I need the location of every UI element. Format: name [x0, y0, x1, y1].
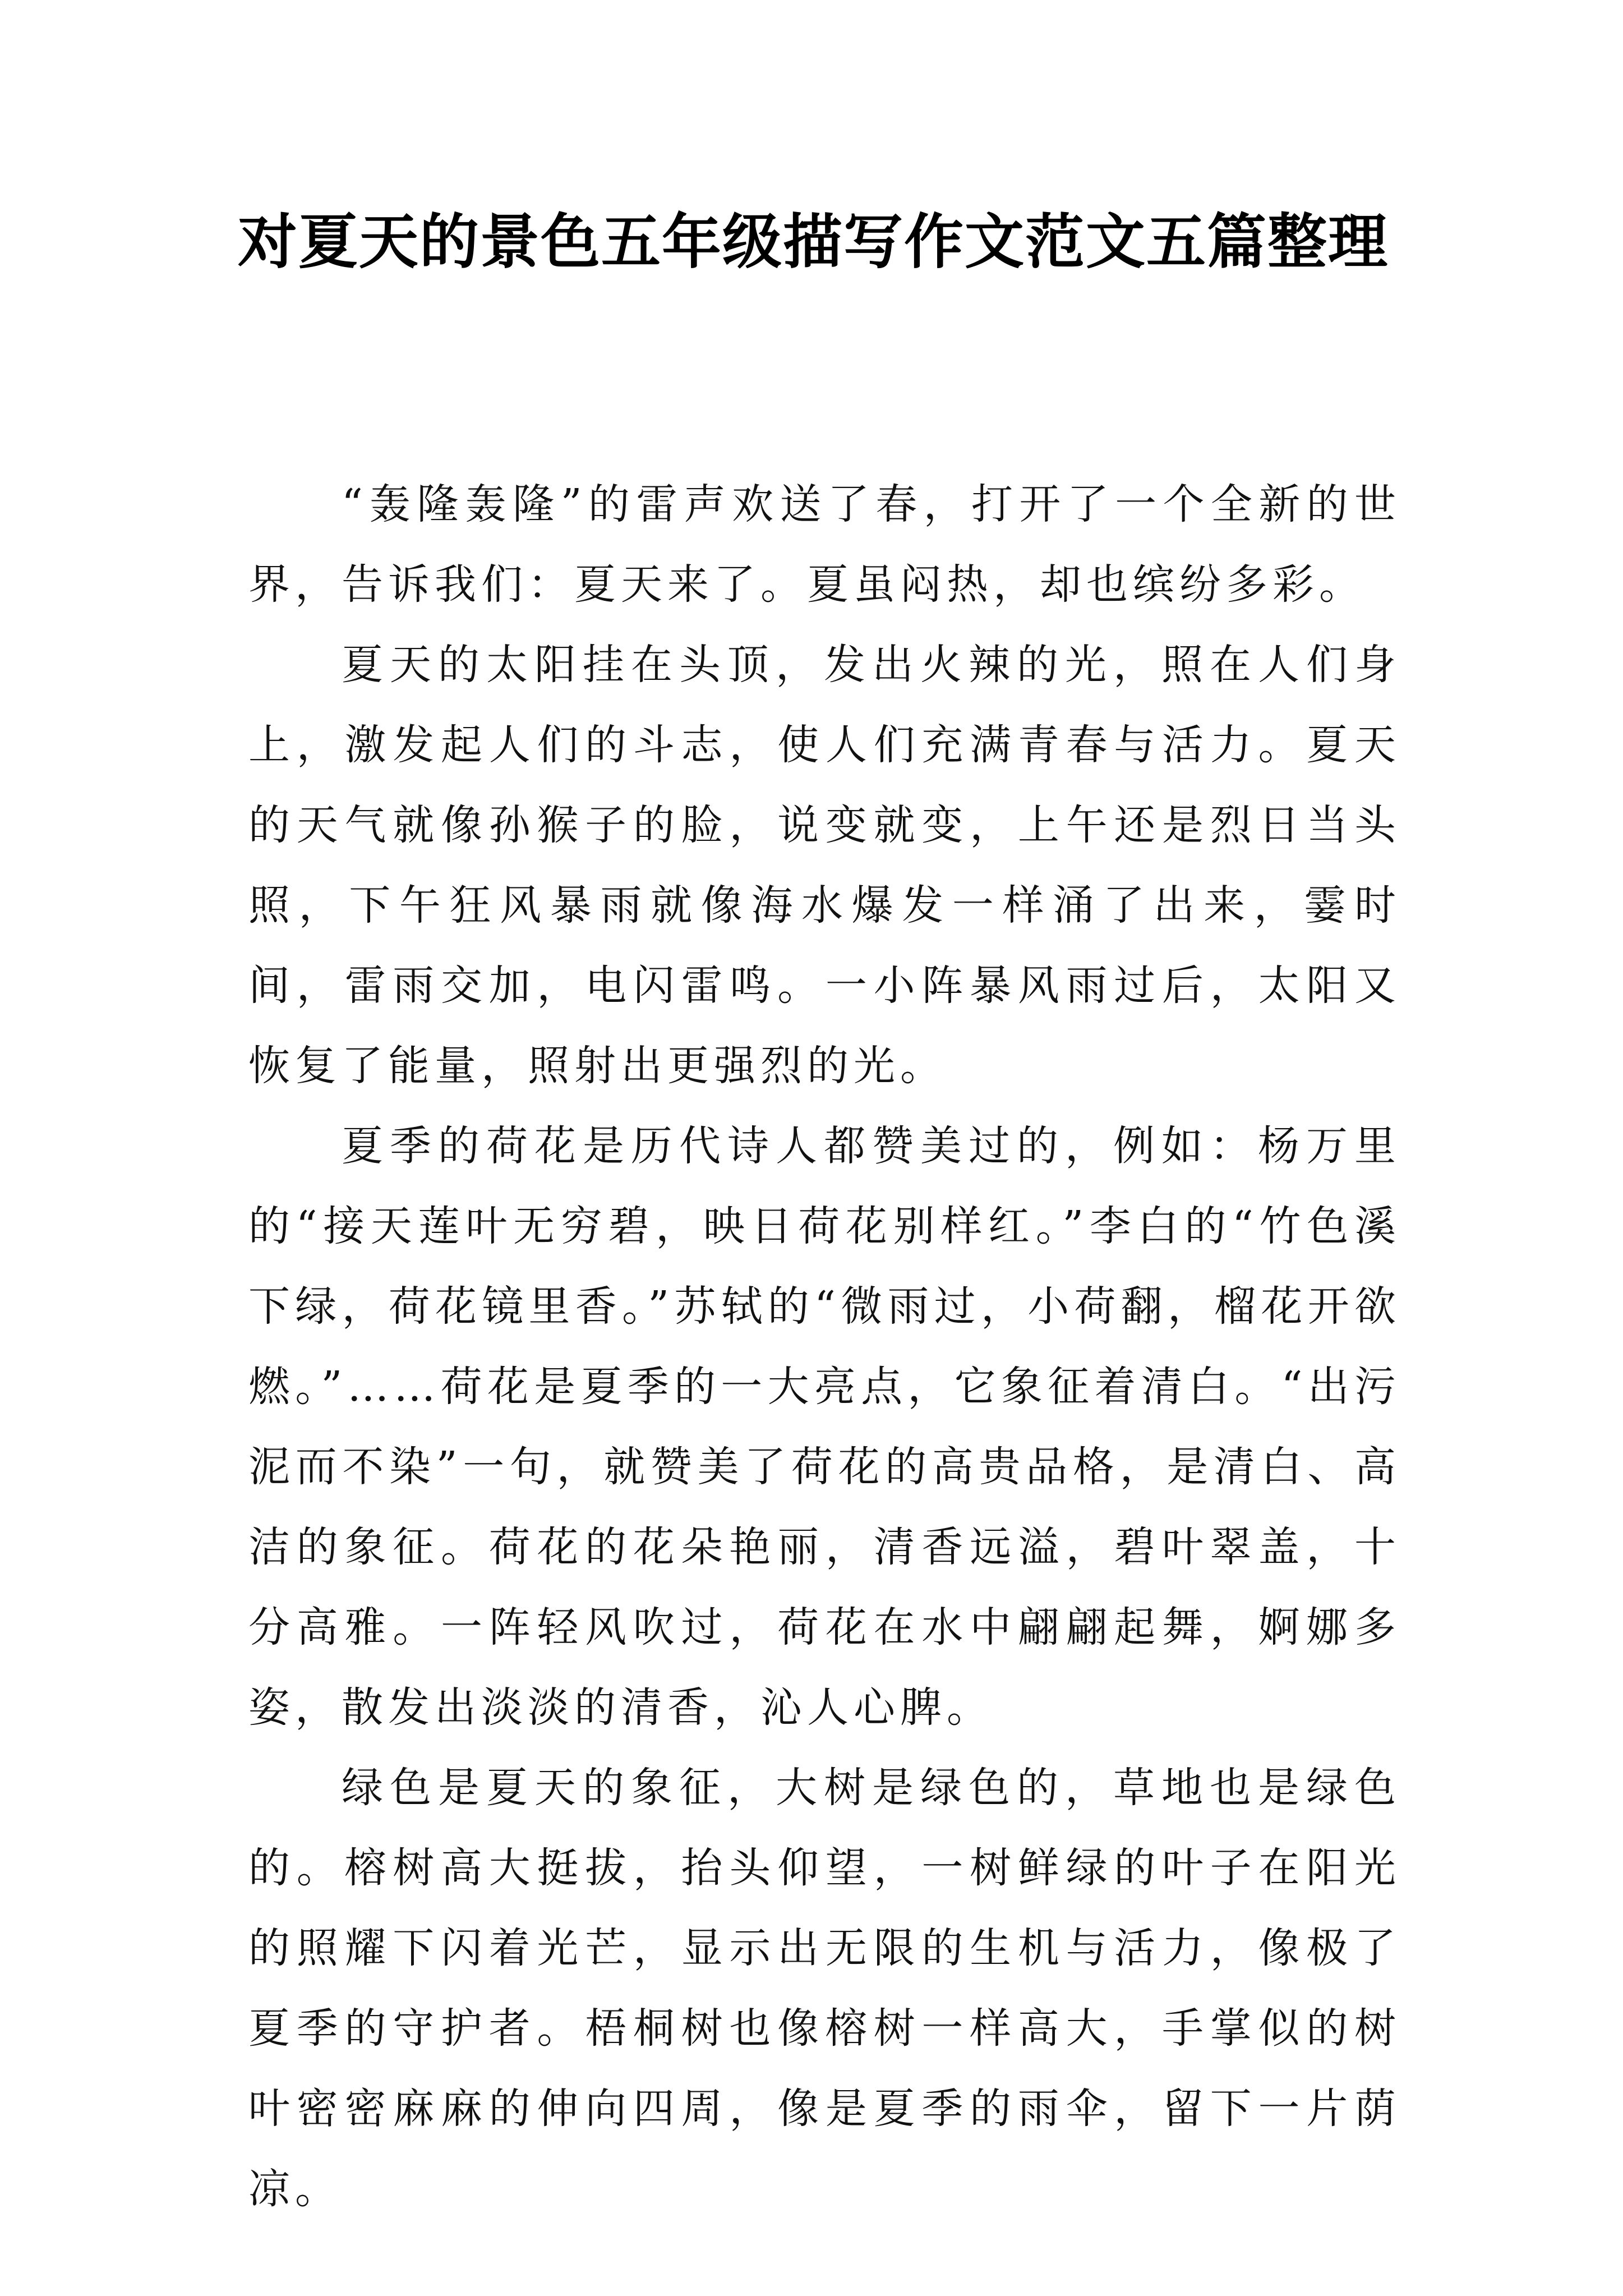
document-body	[248, 464, 1401, 2229]
paragraph-lotus: 夏季的荷花是历代诗人都赞美过的，例如：杨万里的“接天莲叶无穷碧，映日荷花别样红。”李白的“竹色溪下绿，荷花镜里香。”苏轼的“微雨过，小荷翻，榴花开欲燃。”……荷花是夏季的一大亮点，它象征着清白。“出污泥而不染”一句，就赞美了荷花的高贵品格，是清白、高洁的象征。荷花的花朵艳丽，清香远溢，碧叶翠盖，十分高雅。一阵轻风吹过，荷花在水中翩翩起舞，婀娜多姿，散发出淡淡的清香，沁人心脾。	[248, 1122, 1401, 1732]
paragraph-green-trees: 绿色是夏天的象征，大树是绿色的，草地也是绿色的。榕树高大挺拔，抬头仰望，一树鲜绿的叶子在阳光的照耀下闪着光芒，显示出无限的生机与活力，像极了夏季的守护者。梧桐树也像榕树一样高大，手掌似的树叶密密麻麻的伸向四周，像是夏季的雨伞，留下一片荫凉。	[248, 1764, 1401, 2213]
paragraph-summer-sun-weather: 夏天的太阳挂在头顶，发出火辣的光，照在人们身上，激发起人们的斗志，使人们充满青春与活力。夏天的天气就像孙猴子的脸，说变就变，上午还是烈日当头照，下午狂风暴雨就像海水爆发一样涌了出来，霎时间，雷雨交加，电闪雷鸣。一小阵暴风雨过后，太阳又恢复了能量，照射出更强烈的光。	[248, 641, 1401, 1090]
document-title: 对夏天的景色五年级描写作文范文五篇整理	[238, 206, 1389, 277]
paragraph-thunder-spring: “轰隆轰隆”的雷声欢送了春，打开了一个全新的世界，告诉我们：夏天来了。夏虽闷热，却也缤纷多彩。	[248, 480, 1401, 609]
